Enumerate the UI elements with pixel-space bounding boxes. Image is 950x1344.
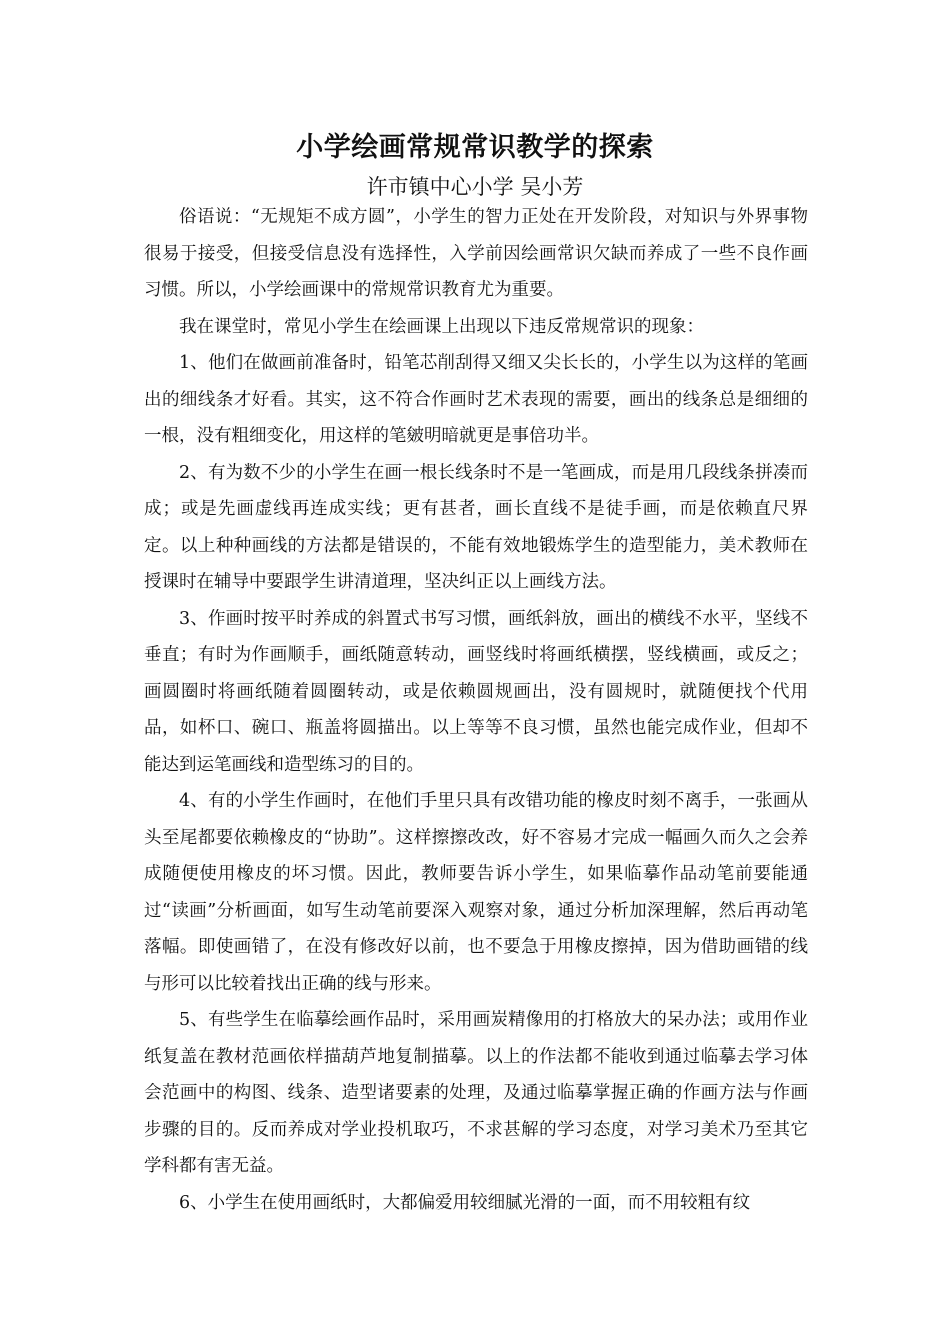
author-line: 许市镇中心小学 吴小芳 — [366, 175, 584, 199]
paragraph-item-3: 3、作画时按平时养成的斜置式书写习惯，画纸斜放，画出的横线不水平，坚线不垂直；有时为作画顺手，画纸随意转动，画竖线时将画纸横摆，竖线横画，或反之；画圆圈时将画纸随着圆圈转动，或是依赖圆规画出，没有圆规时，就随便找个代用品，如杯口、碗口、瓶盖将圆描出。以上等等不良习惯，虽然也能完成作业，但却不能达到运笔画线和造型练习的目的。 — [144, 608, 808, 775]
paragraph-item-4: 4、有的小学生作画时，在他们手里只具有改错功能的橡皮时刻不离手，一张画从头至尾都要依赖橡皮的“协助”。这样擦擦改改，好不容易才完成一幅画久而久之会养成随便使用橡皮的坏习惯。因此，教师要告诉小学生，如果临摹作品动笔前要能通过“读画”分析画面，如写生动笔前要深入观察对象，通过分析加深理解，然后再动笔落幅。即使画错了，在没有修改好以前，也不要急于用橡皮擦掉，因为借助画错的线与形可以比较着找出正确的线与形来。 — [144, 791, 808, 994]
paragraph-intro: 俗语说：“无规矩不成方圆”，小学生的智力正处在开发阶段，对知识与外界事物很易于接受，但接受信息没有选择性，入学前因绘画常识欠缺而养成了一些不良作画习惯。所以，小学绘画课中的常规常识教育尤为重要。 — [144, 207, 808, 300]
paragraph-item-2: 2、有为数不少的小学生在画一根长线条时不是一笔画成，而是用几段线条拼凑而成；或是先画虚线再连成实线；更有甚者，画长直线不是徒手画，而是依赖直尺界定。以上种种画线的方法都是错误的，不能有效地锻炼学生的造型能力，美术教师在授课时在辅导中要跟学生讲清道理，坚决纠正以上画线方法。 — [144, 462, 808, 592]
page-title: 小学绘画常规常识教学的探索 — [296, 132, 654, 163]
paragraph-observation: 我在课堂时，常见小学生在绘画课上出现以下违反常规常识的现象： — [179, 316, 704, 337]
document-body — [144, 199, 808, 1221]
paragraph-item-5: 5、有些学生在临摹绘画作品时，采用画炭精像用的打格放大的呆办法；或用作业纸复盖在教材范画依样描葫芦地复制描摹。以上的作法都不能收到通过临摹去学习体会范画中的构图、线条、造型诸要素的处理，及通过临摹掌握正确的作画方法与作画步骤的目的。反而养成对学业投机取巧，不求甚解的学习态度，对学习美术乃至其它学科都有害无益。 — [144, 1010, 808, 1176]
paragraph-item-6: 6、小学生在使用画纸时，大都偏爱用较细腻光滑的一面，而不用较粗有纹 — [179, 1192, 751, 1213]
paragraph-item-1: 1、他们在做画前准备时，铅笔芯削刮得又细又尖长长的，小学生以为这样的笔画出的细线条才好看。其实，这不符合作画时艺术表现的需要，画出的线条总是细细的一根，没有粗细变化，用这样的笔皴明暗就更是事倍功半。 — [144, 353, 808, 446]
